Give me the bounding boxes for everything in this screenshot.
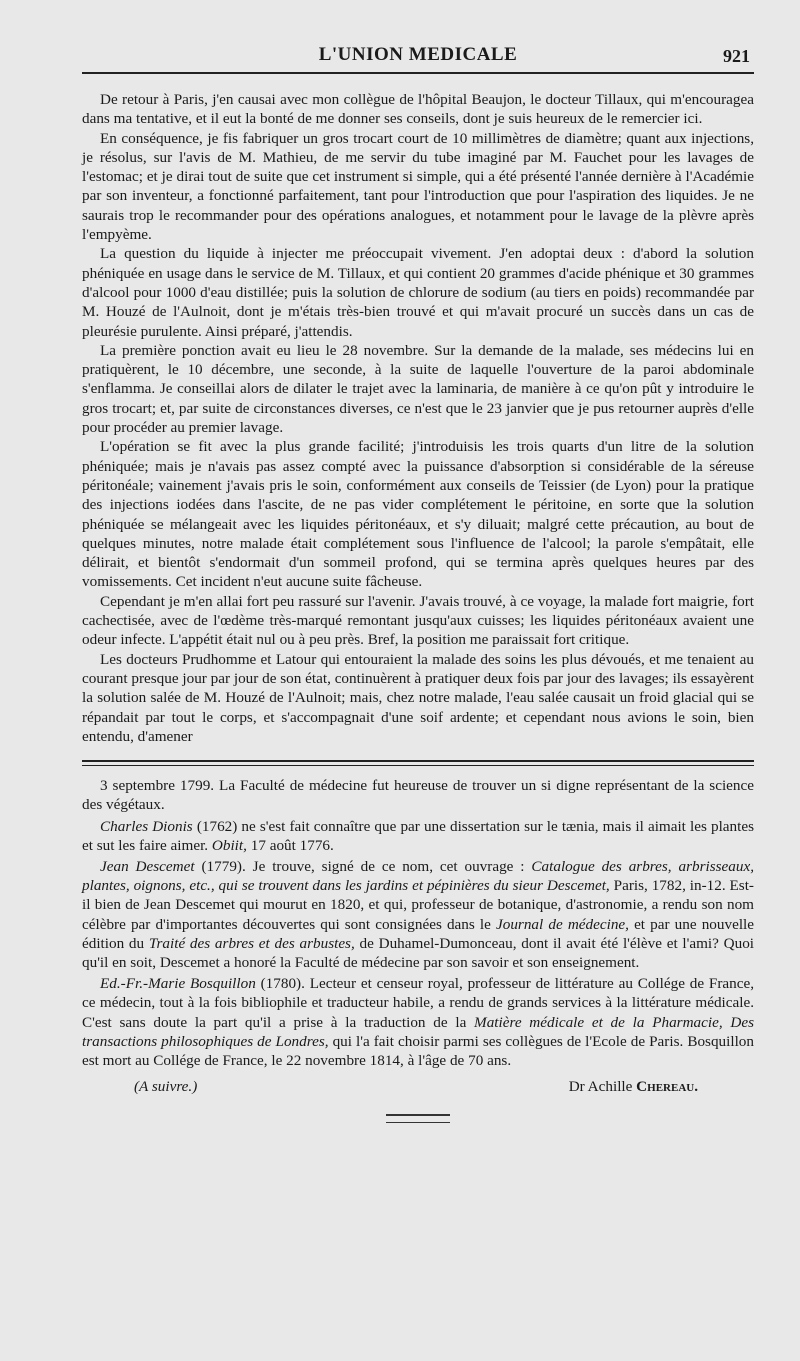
note-title: Matière médicale et de la Pharmacie, Des transactions philosophiques de Londres, [82,1013,754,1050]
note-continuation: 3 septembre 1799. La Faculté de médecine fut heureuse de trouver un si digne représentant de la science des végétaux. [82,777,754,814]
to-be-continued: (A suivre.) [134,1078,198,1096]
paragraph-5: L'opération se fit avec la plus grande facilité; j'introduisis les trois quarts d'un litre de la solution phéniquée; mais je n'avais pas assez compté avec la puissance d'absorption si considérable de la séreuse péritonéale; vainement j'avais pris le soin, conformément aux conseils de Teissier (de Lyon) pour la pratique des injections iodées dans l'ascite, de ne pas vider complétement le péritoine, en sorte que la solution phéniquée se mélangeait avec les liquides péritonéaux, et s'y diluait; malgré cette précaution, au bout de quelques minutes, notre malade était complétement sous l'influence de l'alcool; la parole s'empâtait, elle délirait, et bientôt s'endormait d'un sommeil profond, qui se termina après quelques heures par des vomissements. Cet incident n'eut aucune suite fâcheuse. [82,438,754,591]
note-descemet [82,857,754,972]
author-surname: Chereau. [636,1078,698,1096]
note-name: Jean Descemet [100,857,195,875]
note-text: (1762) ne s'est fait connaître que par une dissertation sur le tænia, mais il aimait les plantes et sut les faire aimer. [82,817,754,854]
note-text: de Duhamel-Dumonceau, dont il avait été l'élève et l'ami? Quoi qu'il en soit, Descemet a honoré la Faculté de médecine par son savoir et son enseignement. [82,934,755,971]
note-text: et par une nouvelle édition du [82,915,754,952]
note-obiit: Obiit, [211,836,247,854]
note-name: Charles Dionis [100,817,193,835]
running-title: L'UNION MEDICALE [318,44,518,65]
main-text [82,90,754,746]
note-title: Journal de médecine, [496,915,629,933]
footnote-separator [82,760,754,766]
note-bosquillon [82,974,754,1070]
note-text: (1779). Je trouve, signé de ce nom, cet ouvrage : [194,857,532,875]
page-header [82,0,754,74]
paragraph-7: Les docteurs Prudhomme et Latour qui entouraient la malade des soins les plus dévoués, et me tenaient au courant presque jour par jour de son état, continuèrent à pratiquer deux fois par jour des lavages; ils essayèrent la solution salée de M. Houzé de l'Aulnoit; mais, chez notre malade, l'eau salée causait un froid glacial qui se répandait par tout le corps, et s'accompagnait d'une soif ardente; et cependant nous avions le soin, bien entendu, d'amener [82,650,754,745]
author-signature [569,1078,754,1096]
note-text: qui l'a fait choisir parmi ses collègues de l'Ecole de Paris. Bosquillon est mort au Collége de France, le 22 novembre 1814, à l'âge de 70 ans. [82,1032,754,1069]
page-number: 921 [723,46,750,66]
paragraph-2: En conséquence, je fis fabriquer un gros trocart court de 10 millimètres de diamètre; quant aux injections, je résolus, sur l'avis de M. Mathieu, de me servir du tube imaginé par M. Fauchet pour les lavages de l'estomac; et je dirai tout de suite que cet instrument si simple, qui a été présenté l'année dernière à l'Académie par son inventeur, a fonctionné parfaitement, tant pour l'introduction que pour l'aspiration des liquides. Je ne saurais trop le recommander pour des opérations analogues, et notamment pour le lavage de la plèvre après l'empyème. [82,129,754,244]
paragraph-3: La question du liquide à injecter me préoccupait vivement. J'en adoptai deux : d'abord la solution phéniquée en usage dans le service de M. Tillaux, et qui contient 20 grammes d'acide phénique et 30 grammes d'alcool pour 1000 d'eau distillée; puis la solution de chlorure de sodium (au tiers en poids) recommandée par M. Houzé de l'Aulnoit, dont je m'étais très-bien trouvé et qui m'avait procuré un succès dans un cas de pleurésie purulente. Ainsi préparé, j'attendis. [82,245,754,340]
note-dionis [82,817,754,855]
header-rule [82,72,754,74]
paragraph-6: Cependant je m'en allai fort peu rassuré sur l'avenir. J'avais trouvé, à ce voyage, la malade fort maigrie, fort cachectisée, avec de l'œdème très-marqué remontant jusqu'aux cuisses; les liquides péritonéaux avaient une odeur infecte. L'appétit était nul ou à peu près. Bref, la position me paraissait fort critique. [82,592,754,649]
note-date: 17 août 1776. [246,836,334,854]
note-title: Catalogue des arbres, arbrisseaux, plantes, oignons, etc., qui se trouvent dans les jardins et pépinières du sieur Descemet, [82,857,754,895]
paragraph-4: La première ponction avait eu lieu le 28 novembre. Sur la demande de la malade, ses médecins lui en pratiquèrent, le 10 décembre, une seconde, à la suite de laquelle l'ouverture de la paroi abdominale s'enflamma. Je conseillai alors de dilater le trajet avec la laminaria, de manière à ce qu'on pût y introduire le gros trocart; et, par suite de circonstances diverses, ce n'est que le 23 janvier que je pus retourner auprès d'elle pour procéder au premier lavage. [82,341,754,437]
paragraph-1: De retour à Paris, j'en causai avec mon collègue de l'hôpital Beaujon, le docteur Tillaux, qui m'encouragea dans ma tentative, et il eut la bonté de me donner ses conseils, dont je suis heureux de le remercier ici. [82,91,754,128]
signature-line [82,1078,754,1096]
note-text: Paris, 1782, in-12. Est-il bien de Jean Descemet qui mourut en 1820, et qui, professeur de botanique, d'astronomie, a rendu son nom célèbre par d'importantes découvertes qui sont consignées dans le [82,877,754,933]
footnotes [82,776,754,1070]
note-text: (1780). Lecteur et censeur royal, professeur de littérature au Collége de France, ce médecin, tout à la fois bibliophile et traducteur habile, a rendu de grands services à la littérature médicale. C'est sans doute la part qu'il a prise à la traduction de la [82,975,754,1031]
note-name: Ed.-Fr.-Marie Bosquillon [100,975,256,993]
end-ornament [386,1114,450,1123]
author-prefix: Dr Achille [568,1078,633,1096]
note-title: Traité des arbres et des arbustes, [148,934,355,952]
